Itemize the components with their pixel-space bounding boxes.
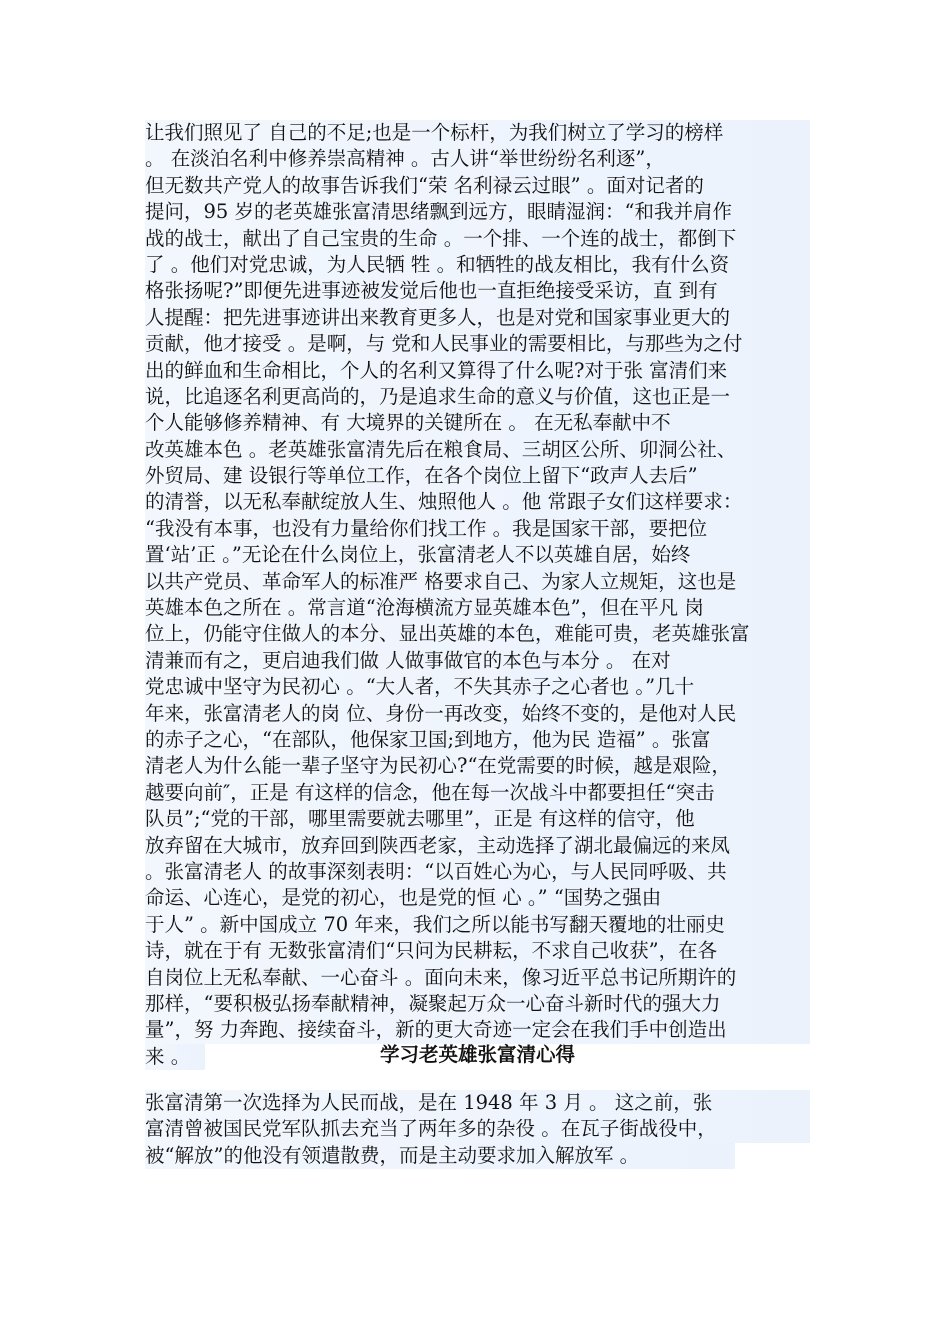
text-line: 于人” 。新中国成立 70 年来，我们之所以能书写翻天覆地的壮丽史: [145, 912, 810, 938]
text-line: 。 在淡泊名利中修养崇高精神 。古人讲“举世纷纷名利逐”，: [145, 146, 810, 172]
text-line: 自岗位上无私奉献、一心奋斗 。面向未来，像习近平总书记所期许的: [145, 965, 810, 991]
text-line: 量”，努 力奔跑、接续奋斗，新的更大奇迹一定会在我们手中创造出: [145, 1017, 810, 1043]
text-line: 出的鲜血和生命相比，个人的名利又算得了什么呢?对于张 富清们来: [145, 358, 810, 384]
text-line: 清兼而有之，更启迪我们做 人做事做官的本色与本分 。 在对: [145, 648, 810, 674]
text-line: 改英雄本色 。老英雄张富清先后在粮食局、三胡区公所、卯洞公社、: [145, 437, 810, 463]
text-line: 张富清第一次选择为人民而战，是在 1948 年 3 月 。 这之前，张: [145, 1090, 810, 1116]
text-line: 人提醒：把先进事迹讲出来教育更多人，也是对党和国家事业更大的: [145, 305, 810, 331]
text-line: 的清誉，以无私奉献绽放人生、烛照他人 。他 常跟子女们这样要求：: [145, 489, 810, 515]
text-line: 越要向前″，正是 有这样的信念，他在每一次战斗中都要担任“突击: [145, 780, 810, 806]
text-line: 年来，张富清老人的岗 位、身份一再改变，始终不变的，是他对人民: [145, 701, 810, 727]
text-line: 战的战士，献出了自己宝贵的生命 。一个排、一个连的战士，都倒下: [145, 226, 810, 252]
text-line: 。张富清老人 的故事深刻表明：“以百姓心为心，与人民同呼吸、共: [145, 859, 810, 885]
text-line: 那样，“要积极弘扬奉献精神，凝聚起万众一心奋斗新时代的强大力: [145, 991, 810, 1017]
text-line: 富清曾被国民党军队抓去充当了两年多的杂役 。在瓦子街战役中，: [145, 1116, 810, 1142]
text-line: 置‘站’正 。”无论在什么岗位上，张富清老人不以英雄自居，始终: [145, 542, 810, 568]
text-line: 清老人为什么能一辈子坚守为民初心?“在党需要的时候，越是艰险，: [145, 753, 810, 779]
text-line: 格张扬呢?”即便先进事迹被发觉后他也一直拒绝接受采访，直 到有: [145, 278, 810, 304]
section-heading: 学习老英雄张富清心得: [379, 1043, 575, 1066]
text-line: 位上，仍能守住做人的本分、显出英雄的本色，难能可贵，老英雄张富: [145, 621, 810, 647]
text-line: 但无数共产党人的故事告诉我们“荣 名利禄云过眼” 。面对记者的: [145, 173, 810, 199]
text-line: 诗，就在于有 无数张富清们“只问为民耕耘，不求自己收获”，在各: [145, 938, 810, 964]
text-line: 党忠诚中坚守为民初心 。“大人者，不失其赤子之心者也 。”几十: [145, 674, 810, 700]
text-line: 被“解放”的他没有领遣散费，而是主动要求加入解放军 。: [145, 1143, 735, 1169]
text-line: 来 。: [145, 1044, 205, 1070]
text-line: 说，比追逐名利更高尚的，乃是追求生命的意义与价值，这也正是一: [145, 384, 810, 410]
text-line: 让我们照见了 自己的不足;也是一个标杆，为我们树立了学习的榜样: [145, 120, 810, 146]
text-line: 命运、心连心，是党的初心，也是党的恒 心 。” “国势之强由: [145, 885, 810, 911]
text-line: 外贸局、建 设银行等单位工作，在各个岗位上留下“政声人去后”: [145, 463, 810, 489]
text-line: 英雄本色之所在 。常言道“沧海横流方显英雄本色”，但在平凡 岗: [145, 595, 810, 621]
article-paragraph-2: [145, 1090, 810, 1169]
text-line: 放弃留在大城市，放弃回到陕西老家，主动选择了湖北最偏远的来凤: [145, 833, 810, 859]
text-line: 队员”;“党的干部，哪里需要就去哪里”，正是 有这样的信守，他: [145, 806, 810, 832]
text-line: 提问，95 岁的老英雄张富清思绪飘到远方，眼睛湿润：“和我并肩作: [145, 199, 810, 225]
text-line: 个人能够修养精神、有 大境界的关键所在 。 在无私奉献中不: [145, 410, 810, 436]
article-paragraph-1: [145, 120, 810, 1070]
text-line: “我没有本事，也没有力量给你们找工作 。我是国家干部，要把位: [145, 516, 810, 542]
text-line: 以共产党员、革命军人的标准严 格要求自己、为家人立规矩，这也是: [145, 569, 810, 595]
text-line: 了 。他们对党忠诚，为人民牺 牲 。和牺牲的战友相比，我有什么资: [145, 252, 810, 278]
text-line: 的赤子之心，“在部队，他保家卫国;到地方，他为民 造福” 。张富: [145, 727, 810, 753]
text-line: 贡献，他才接受 。是啊，与 党和人民事业的需要相比，与那些为之付: [145, 331, 810, 357]
